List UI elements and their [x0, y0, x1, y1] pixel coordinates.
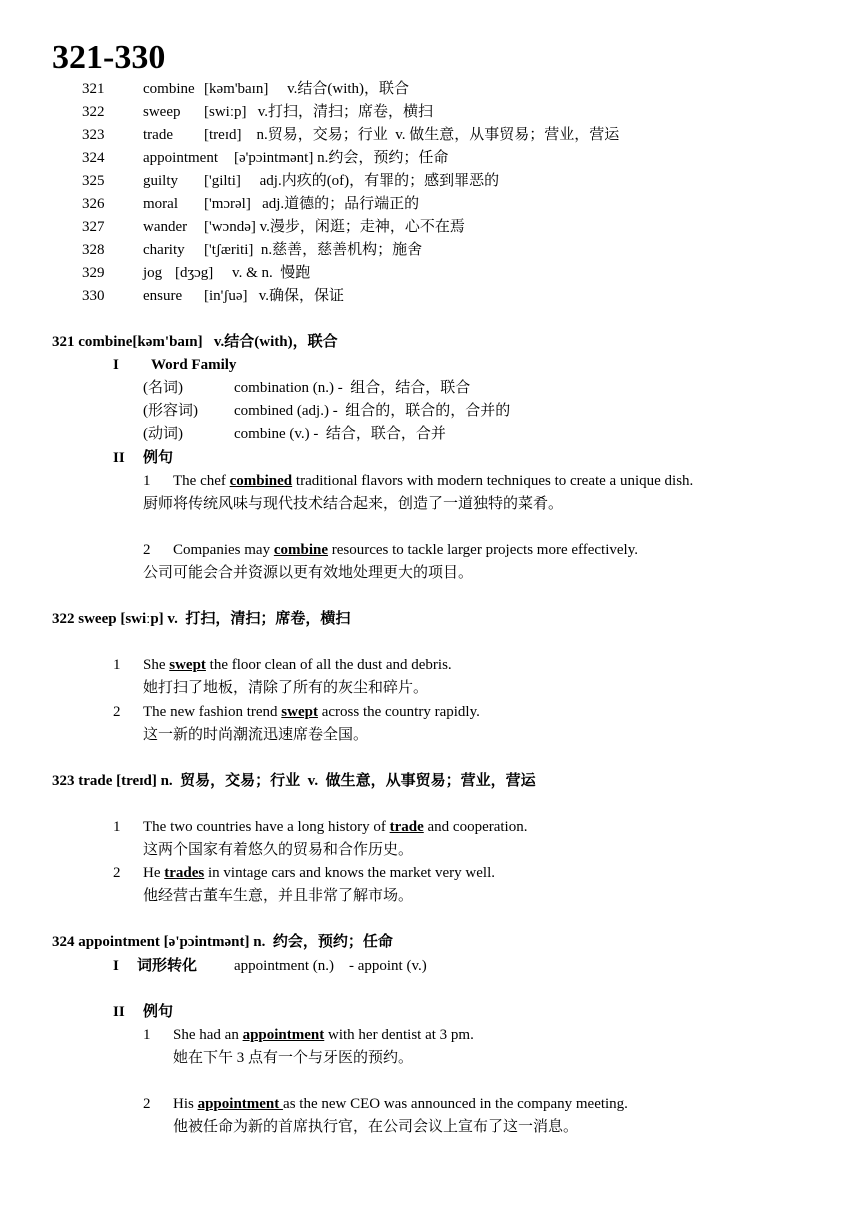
- word-number: 327: [82, 219, 105, 235]
- word: moral: [143, 196, 178, 212]
- word: appointment: [143, 150, 218, 166]
- example-number: 1: [143, 1027, 151, 1043]
- example-translation: 这一新的时尚潮流迅速席卷全国。: [143, 727, 369, 743]
- word-family-form: combined (adj.) - 组合的，联合的，合并的: [234, 403, 511, 419]
- word: wander: [143, 219, 188, 235]
- example-number: 1: [143, 473, 151, 489]
- word-number: 324: [82, 150, 105, 166]
- word-family-pos: (名词): [143, 380, 183, 396]
- word-definition: ['wɔndə] v.漫步，闲逛；走神，心不在焉: [204, 219, 465, 235]
- example-translation: 厨师将传统风味与现代技术结合起来，创造了一道独特的菜肴。: [143, 496, 564, 512]
- example-number: 2: [143, 542, 151, 558]
- example-sentence: He trades in vintage cars and knows the market very well.: [143, 865, 495, 881]
- example-translation: 他经营古董车生意，并且非常了解市场。: [143, 888, 414, 904]
- keyword: appointment: [242, 1027, 325, 1043]
- word: sweep: [143, 104, 181, 120]
- example-sentence: The new fashion trend swept across the country rapidly.: [143, 704, 480, 720]
- word-number: 326: [82, 196, 105, 212]
- subsection-label: 例句: [143, 450, 174, 466]
- example-translation: 她在下午 3 点有一个与牙医的预约。: [173, 1050, 414, 1066]
- section-heading: 324 appointment [ə'pɔintmənt] n. 约会，预约；任命: [52, 934, 393, 950]
- keyword: trades: [164, 865, 205, 881]
- keyword: trade: [389, 819, 424, 835]
- word: combine: [143, 81, 195, 97]
- subsection-label: 词形转化: [137, 958, 198, 974]
- example-sentence: The two countries have a long history of trade and cooperation.: [143, 819, 528, 835]
- section-heading: 322 sweep [swiːp] v. 打扫，清扫；席卷，横扫: [52, 611, 351, 627]
- word-definition: [treɪd] n.贸易，交易；行业 v. 做生意，从事贸易；营业，营运: [204, 127, 620, 143]
- word: trade: [143, 127, 173, 143]
- word-number: 330: [82, 288, 105, 304]
- word-number: 325: [82, 173, 105, 189]
- subsection-number: II: [113, 450, 125, 466]
- word-family-pos: (形容词): [143, 403, 198, 419]
- word: jog: [143, 265, 163, 281]
- word-definition: [in'ʃuə] v.确保，保证: [204, 288, 345, 304]
- example-sentence: His appointment as the new CEO was announced in the company meeting.: [173, 1096, 628, 1112]
- subsection-label: 例句: [143, 1004, 174, 1020]
- subsection-number: I: [113, 357, 119, 373]
- word-definition: [ə'pɔintmənt] n.约会，预约；任命: [234, 150, 449, 166]
- subsection-label: Word Family: [151, 357, 237, 373]
- word-definition: [dʒɔg] v. & n. 慢跑: [175, 265, 311, 281]
- example-sentence: Companies may combine resources to tackle larger projects more effectively.: [173, 542, 638, 558]
- example-number: 2: [113, 865, 121, 881]
- example-number: 2: [113, 704, 121, 720]
- example-number: 1: [113, 819, 121, 835]
- word-definition: [kəm'baɪn] v.结合(with)，联合: [204, 81, 410, 97]
- example-sentence: She swept the floor clean of all the dust and debris.: [143, 657, 452, 673]
- word-family-form: combination (n.) - 组合，结合，联合: [234, 380, 471, 396]
- keyword: swept: [169, 657, 206, 673]
- word: charity: [143, 242, 185, 258]
- example-number: 2: [143, 1096, 151, 1112]
- example-sentence: The chef combined traditional flavors with modern techniques to create a unique dish.: [173, 473, 694, 489]
- section-heading: 323 trade [treɪd] n. 贸易，交易；行业 v. 做生意，从事贸易；营业，营运: [52, 773, 536, 789]
- keyword: appointment: [197, 1096, 284, 1112]
- subsection-number: I: [113, 958, 119, 974]
- word-family-form: combine (v.) - 结合，联合，合并: [234, 426, 446, 442]
- subsection-number: II: [113, 1004, 125, 1020]
- word-number: 329: [82, 265, 105, 281]
- word: ensure: [143, 288, 183, 304]
- word-number: 323: [82, 127, 105, 143]
- word-number: 328: [82, 242, 105, 258]
- word-conversion: appointment (n.) - appoint (v.): [234, 958, 427, 974]
- section-heading: 321 combine[kəm'baɪn] v.结合(with)，联合: [52, 334, 338, 350]
- example-translation: 他被任命为新的首席执行官，在公司会议上宣布了这一消息。: [173, 1119, 579, 1135]
- word-definition: [swiːp] v.打扫，清扫；席卷，横扫: [204, 104, 434, 120]
- keyword: swept: [281, 704, 318, 720]
- keyword: combine: [273, 542, 328, 558]
- word-family-pos: (动词): [143, 426, 183, 442]
- word: guilty: [143, 173, 179, 189]
- example-translation: 她打扫了地板，清除了所有的灰尘和碎片。: [143, 680, 429, 696]
- page-title: 321-330: [52, 39, 166, 76]
- word-definition: ['tʃæriti] n.慈善，慈善机构；施舍: [204, 242, 423, 258]
- word-definition: ['gilti] adj.内疚的(of)，有罪的；感到罪恶的: [204, 173, 500, 189]
- example-number: 1: [113, 657, 121, 673]
- word-definition: ['mɔrəl] adj.道德的；品行端正的: [204, 196, 420, 212]
- keyword: combined: [229, 473, 293, 489]
- example-sentence: She had an appointment with her dentist at 3 pm.: [173, 1027, 474, 1043]
- word-number: 322: [82, 104, 105, 120]
- example-translation: 这两个国家有着悠久的贸易和合作历史。: [143, 842, 414, 858]
- example-translation: 公司可能会合并资源以更有效地处理更大的项目。: [143, 565, 474, 581]
- word-number: 321: [82, 81, 105, 97]
